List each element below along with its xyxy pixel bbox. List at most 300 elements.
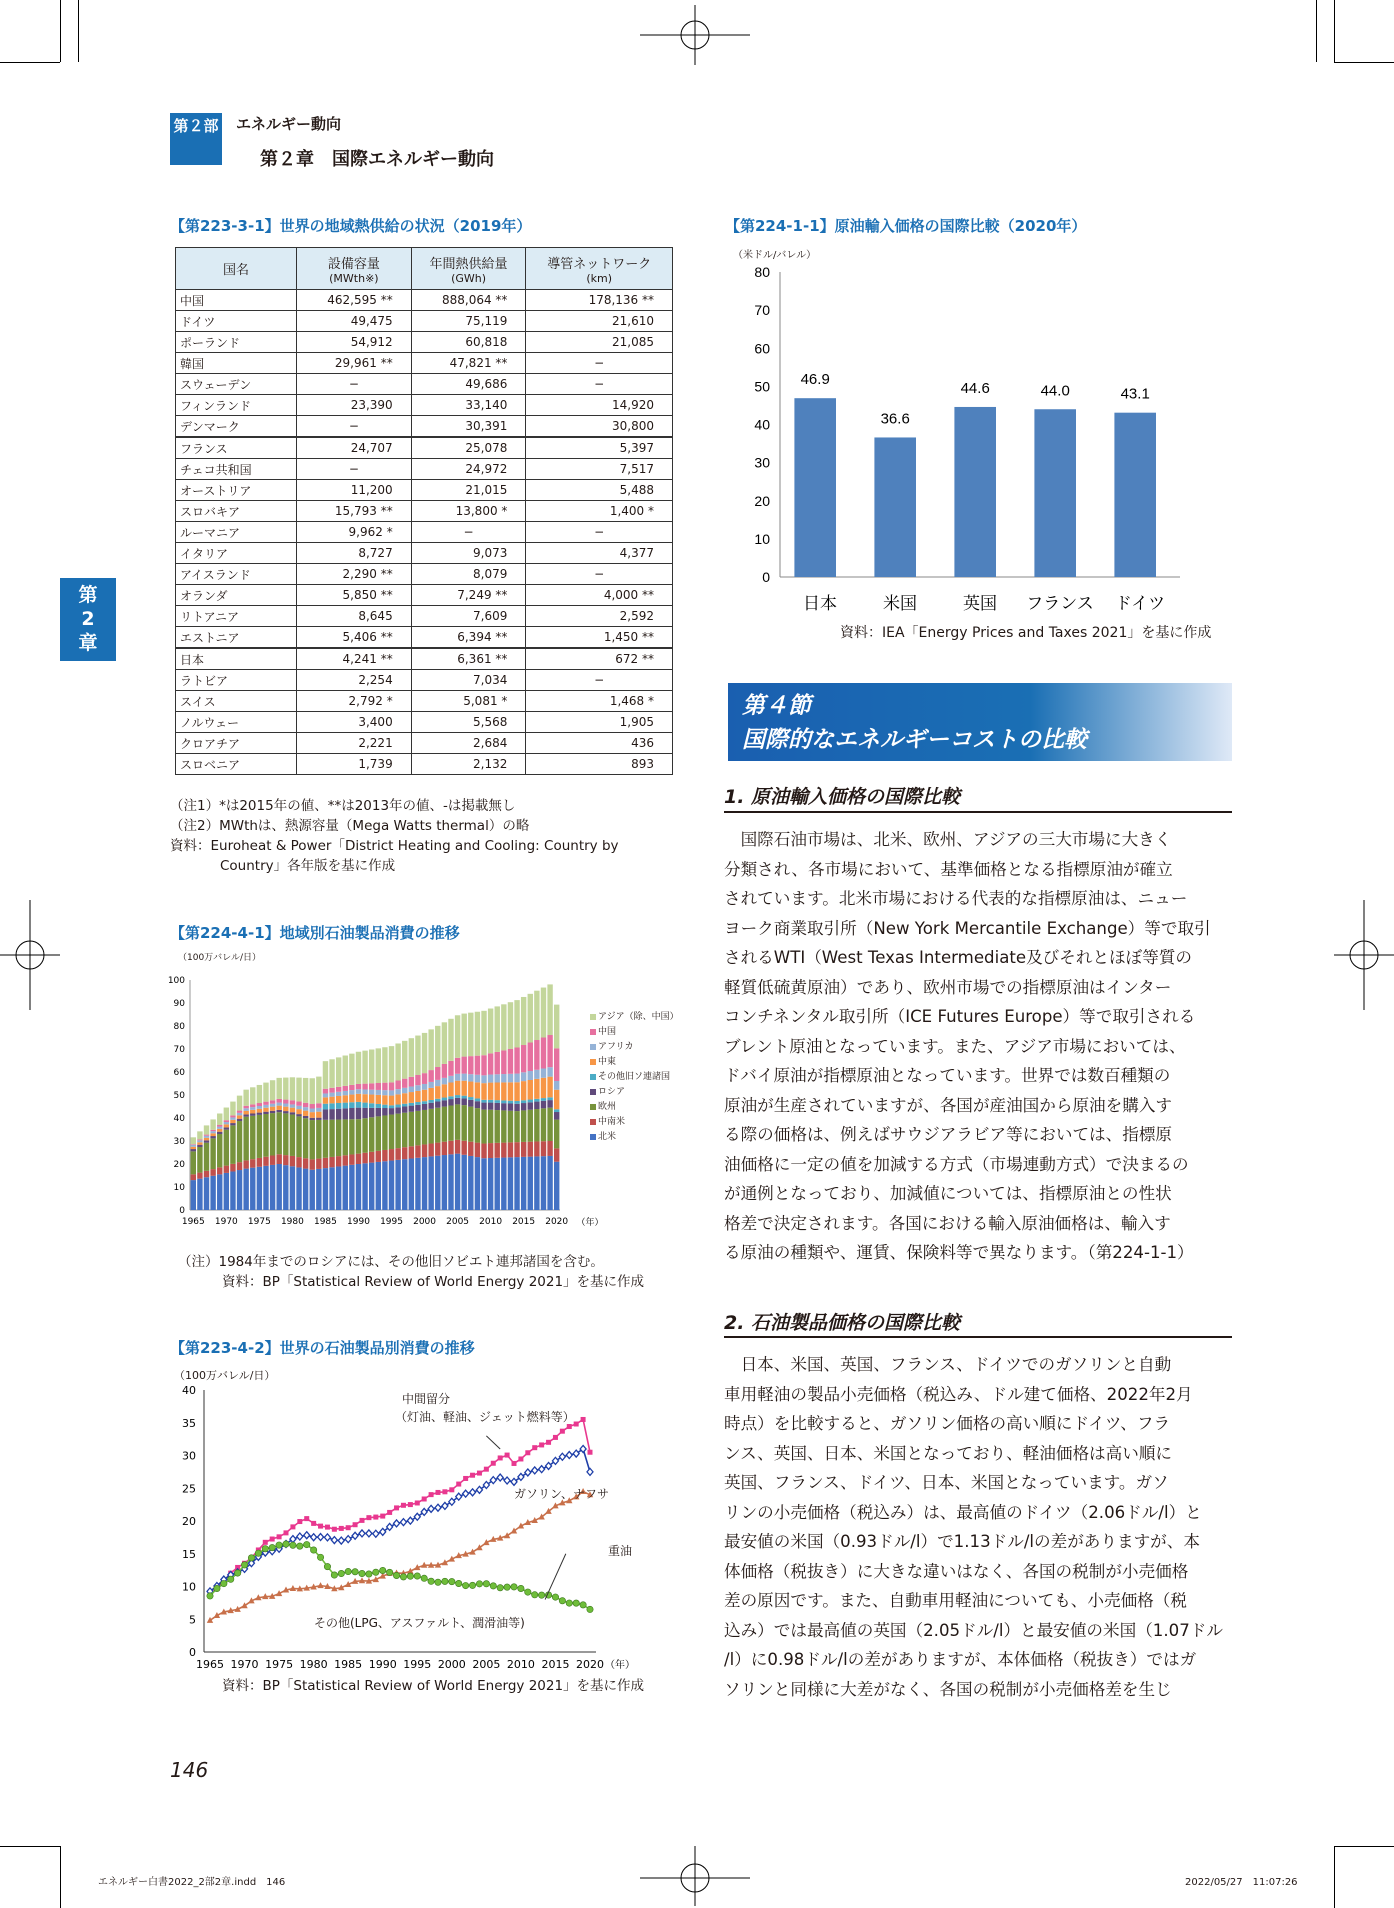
- text-line: 格差で決定されます。各国における輸入原油価格は、輸入す: [724, 1213, 1171, 1233]
- data-point: [360, 1518, 365, 1523]
- country-cell: アイスランド: [176, 564, 297, 585]
- stack-segment: [336, 1120, 341, 1157]
- stack-segment: [270, 1155, 275, 1164]
- value-cell: 6,361 **: [411, 648, 526, 670]
- y-tick-label: 60: [754, 340, 770, 357]
- stack-segment: [455, 1081, 460, 1095]
- crop-mark: [78, 0, 79, 62]
- stack-segment: [230, 1120, 235, 1123]
- stack-segment: [495, 1103, 500, 1110]
- stack-segment: [501, 1110, 506, 1142]
- stack-segment: [356, 1102, 361, 1108]
- stack-segment: [283, 1165, 288, 1210]
- y-tick-label: 10: [182, 1580, 196, 1594]
- stack-segment: [547, 1097, 552, 1100]
- x-tick-label: 1990: [368, 1658, 397, 1670]
- stack-segment: [316, 1077, 321, 1104]
- stack-segment: [428, 1088, 433, 1100]
- stack-segment: [521, 1072, 526, 1081]
- stack-segment: [369, 1083, 374, 1089]
- stack-segment: [514, 1082, 519, 1101]
- stack-segment: [197, 1140, 202, 1142]
- table-row: [176, 670, 673, 691]
- y-tick-label: 40: [754, 416, 770, 433]
- stack-segment: [263, 1114, 268, 1157]
- stack-segment: [422, 1090, 427, 1102]
- stack-segment: [349, 1095, 354, 1103]
- stack-segment: [415, 1075, 420, 1085]
- stack-segment: [495, 1100, 500, 1103]
- stack-segment: [323, 1097, 328, 1103]
- stack-segment: [323, 1168, 328, 1210]
- stack-segment: [224, 1124, 229, 1127]
- stack-segment: [468, 1074, 473, 1081]
- stack-segment: [389, 1161, 394, 1210]
- stack-segment: [382, 1161, 387, 1210]
- table-row: [176, 522, 673, 543]
- value-cell: 49,686: [411, 374, 526, 395]
- stack-segment: [270, 1080, 275, 1100]
- stack-segment: [495, 1143, 500, 1158]
- registration-mark: [640, 5, 750, 65]
- stack-segment: [547, 1108, 552, 1141]
- stack-segment: [296, 1157, 301, 1167]
- stack-segment: [554, 1148, 559, 1161]
- data-point: [269, 1544, 275, 1550]
- data-point: [497, 1474, 503, 1481]
- stack-segment: [547, 1035, 552, 1067]
- label-middle-distillate-sub: （灯油、軽油、ジェット燃料等）: [395, 1410, 575, 1424]
- stack-segment: [349, 1165, 354, 1210]
- data-point: [456, 1580, 462, 1586]
- stack-segment: [402, 1113, 407, 1148]
- legend-item: 中東: [590, 1055, 679, 1070]
- value-cell: 7,609: [411, 606, 526, 627]
- stack-segment: [230, 1171, 235, 1210]
- stack-segment: [428, 1100, 433, 1103]
- stack-segment: [343, 1108, 348, 1119]
- stack-segment: [343, 1056, 348, 1086]
- print-timestamp: 2022/05/27 11:07:26: [1185, 1877, 1298, 1888]
- legend-item: アフリカ: [590, 1040, 679, 1055]
- bar: [1114, 413, 1156, 577]
- table-row: [176, 395, 673, 416]
- value-cell: 24,707: [297, 437, 412, 459]
- stacked-chart-legend: [590, 1010, 679, 1145]
- stacked-chart-source: 資料：BP「Statistical Review of World Energy 2021」を基に作成: [222, 1274, 645, 1290]
- data-point: [359, 1570, 365, 1576]
- data-point: [353, 1522, 358, 1527]
- stack-segment: [448, 1061, 453, 1076]
- x-tick-label: 2015: [512, 1217, 536, 1227]
- legend-swatch: [590, 1089, 596, 1095]
- stack-segment: [521, 1103, 526, 1110]
- data-point: [559, 1453, 565, 1460]
- col-header-capacity: 設備容量 (MWth※): [297, 248, 412, 290]
- stack-segment: [316, 1103, 321, 1108]
- stack-segment: [290, 1100, 295, 1104]
- stack-segment: [442, 1064, 447, 1078]
- text-line: コンチネンタル取引所（ICE Futures Europe）等で取引される: [724, 1007, 1196, 1026]
- text-line: 分類され、各市場において、基準価格となる指標原油が確立: [724, 859, 1173, 879]
- data-point: [338, 1537, 344, 1544]
- data-point: [373, 1530, 379, 1537]
- stack-segment: [389, 1108, 394, 1114]
- value-cell: 4,241 **: [297, 648, 412, 670]
- stack-segment: [541, 1108, 546, 1141]
- data-point: [559, 1598, 565, 1604]
- stack-segment: [230, 1115, 235, 1117]
- data-point: [345, 1568, 351, 1574]
- stack-segment: [514, 1074, 519, 1083]
- stack-segment: [257, 1109, 262, 1113]
- data-point: [297, 1533, 303, 1540]
- value-cell: 893: [526, 754, 673, 775]
- stack-segment: [204, 1177, 209, 1210]
- data-point: [490, 1583, 496, 1589]
- stack-segment: [316, 1118, 321, 1120]
- data-point: [483, 1581, 489, 1587]
- data-point: [207, 1617, 213, 1623]
- value-cell: −: [526, 353, 673, 374]
- value-cell: 15,793 **: [297, 501, 412, 522]
- value-cell: 1,468 *: [526, 691, 673, 712]
- data-point: [449, 1578, 455, 1584]
- stack-segment: [455, 1154, 460, 1210]
- value-cell: 49,475: [297, 311, 412, 332]
- stack-segment: [257, 1113, 262, 1115]
- stack-segment: [376, 1104, 381, 1108]
- stack-segment: [329, 1120, 334, 1157]
- y-tick-label: 30: [754, 454, 770, 471]
- stack-segment: [428, 1109, 433, 1144]
- stack-segment: [329, 1103, 334, 1109]
- value-cell: 672 **: [526, 648, 673, 670]
- stack-segment: [534, 1070, 539, 1079]
- stack-segment: [461, 1057, 466, 1074]
- data-point: [311, 1521, 316, 1526]
- value-cell: 5,488: [526, 480, 673, 501]
- stack-segment: [362, 1103, 367, 1108]
- stack-segment: [276, 1164, 281, 1210]
- data-point: [394, 1505, 399, 1510]
- stack-segment: [230, 1164, 235, 1172]
- stack-segment: [257, 1158, 262, 1167]
- text-line: ヨーク商業取引所（New York Mercantile Exchange）等で取引: [724, 918, 1211, 938]
- stack-segment: [395, 1043, 400, 1080]
- country-cell: エストニア: [176, 627, 297, 649]
- value-cell: 24,972: [411, 459, 526, 480]
- x-tick-label: 1985: [334, 1658, 363, 1670]
- stack-segment: [356, 1089, 361, 1094]
- country-cell: スイス: [176, 691, 297, 712]
- stack-segment: [376, 1095, 381, 1104]
- stack-segment: [488, 1075, 493, 1083]
- stack-segment: [250, 1110, 255, 1114]
- country-cell: リトアニア: [176, 606, 297, 627]
- stack-segment: [257, 1115, 262, 1158]
- stack-segment: [349, 1102, 354, 1108]
- text-line: 油価格に一定の値を加減する方式（市場連動方式）で決まるの: [724, 1154, 1189, 1174]
- stack-segment: [329, 1059, 334, 1088]
- y-tick-label: 35: [182, 1416, 196, 1430]
- value-cell: −: [297, 459, 412, 480]
- stack-segment: [210, 1130, 215, 1131]
- stack-segment: [508, 1074, 513, 1083]
- value-cell: −: [526, 670, 673, 691]
- stack-segment: [237, 1119, 242, 1121]
- legend-item: アジア（除、中国）: [590, 1010, 679, 1025]
- crop-mark: [1334, 0, 1335, 62]
- stack-segment: [554, 1162, 559, 1210]
- data-point: [476, 1581, 482, 1587]
- stack-segment: [547, 1077, 552, 1098]
- stack-segment: [415, 1145, 420, 1157]
- table-row: [176, 437, 673, 459]
- stack-segment: [422, 1084, 427, 1090]
- text-line: る際の価格は、例えばサウジアラビア等においては、指標原: [724, 1125, 1173, 1144]
- stack-segment: [237, 1170, 242, 1210]
- stack-segment: [343, 1103, 348, 1109]
- stack-segment: [336, 1109, 341, 1120]
- stack-segment: [528, 1157, 533, 1210]
- stack-segment: [409, 1077, 414, 1087]
- table-row: [176, 627, 673, 649]
- stack-segment: [336, 1092, 341, 1096]
- data-point: [552, 1594, 558, 1600]
- stack-segment: [541, 1141, 546, 1156]
- stack-segment: [435, 1067, 440, 1080]
- stack-segment: [237, 1096, 242, 1111]
- y-tick-label: 15: [182, 1547, 196, 1561]
- stack-segment: [217, 1113, 222, 1125]
- stack-segment: [356, 1084, 361, 1089]
- crop-mark: [60, 1846, 61, 1908]
- stack-segment: [475, 1012, 480, 1056]
- stack-segment: [250, 1113, 255, 1115]
- value-cell: 33,140: [411, 395, 526, 416]
- stack-segment: [415, 1105, 420, 1111]
- y-tick-label: 70: [754, 302, 770, 319]
- data-point: [414, 1573, 420, 1579]
- stack-segment: [382, 1095, 387, 1104]
- stack-segment: [237, 1162, 242, 1170]
- x-tick-label: 1985: [313, 1217, 337, 1227]
- stack-segment: [395, 1114, 400, 1149]
- stack-segment: [554, 1005, 559, 1049]
- value-cell: 8,645: [297, 606, 412, 627]
- stack-segment: [210, 1119, 215, 1129]
- stack-segment: [409, 1158, 414, 1210]
- stacked-chart-note: （注）1984年までのロシアには、その他旧ソビエト連邦諸国を含む。: [178, 1254, 604, 1270]
- legend-swatch: [590, 1059, 596, 1065]
- data-point: [373, 1569, 379, 1575]
- data-point: [429, 1492, 434, 1497]
- x-tick-label: 2015: [541, 1658, 570, 1670]
- stack-segment: [376, 1108, 381, 1116]
- stack-segment: [376, 1116, 381, 1151]
- stack-segment: [508, 1142, 513, 1157]
- stack-segment: [276, 1099, 281, 1103]
- stack-segment: [197, 1173, 202, 1179]
- stack-segment: [316, 1112, 321, 1118]
- stack-segment: [461, 1098, 466, 1105]
- bar: [794, 398, 836, 577]
- data-point: [415, 1500, 420, 1505]
- data-point: [587, 1468, 593, 1475]
- stack-segment: [547, 1141, 552, 1156]
- stack-segment: [481, 1011, 486, 1055]
- data-point: [428, 1578, 434, 1584]
- text-line: /l）に0.98ドル/lの差がありますが、本体価格（税抜き）ではガ: [724, 1650, 1197, 1669]
- stack-segment: [554, 1048, 559, 1081]
- stack-segment: [303, 1118, 308, 1158]
- table-row: [176, 585, 673, 606]
- stack-segment: [243, 1160, 248, 1168]
- stack-segment: [508, 1103, 513, 1110]
- x-category-label: フランス: [1026, 594, 1094, 614]
- data-point: [442, 1489, 447, 1494]
- data-point: [525, 1469, 531, 1476]
- data-point: [435, 1579, 441, 1585]
- table-row: [176, 353, 673, 374]
- stack-segment: [508, 1049, 513, 1074]
- text-line: 込み）では最高値の英国（2.05ドル/l）と最安値の米国（1.07ドル: [724, 1620, 1223, 1640]
- data-point: [366, 1571, 372, 1577]
- data-point: [324, 1563, 330, 1569]
- stack-segment: [554, 1120, 559, 1149]
- stack-segment: [382, 1108, 387, 1115]
- table-row: [176, 374, 673, 395]
- stack-segment: [191, 1180, 196, 1210]
- stack-segment: [541, 1098, 546, 1101]
- stack-segment: [554, 1109, 559, 1112]
- value-cell: −: [297, 374, 412, 395]
- data-point: [290, 1542, 296, 1548]
- data-point: [407, 1573, 413, 1579]
- stack-segment: [310, 1109, 315, 1113]
- x-tick-label: 2010: [479, 1217, 503, 1227]
- stack-segment: [191, 1151, 196, 1174]
- data-point: [456, 1482, 461, 1487]
- country-cell: ラトビア: [176, 670, 297, 691]
- legend-item: 欧州: [590, 1100, 679, 1115]
- value-cell: 47,821 **: [411, 353, 526, 374]
- stack-segment: [343, 1119, 348, 1155]
- stack-segment: [263, 1108, 268, 1112]
- stack-segment: [310, 1170, 315, 1210]
- stack-segment: [303, 1116, 308, 1118]
- country-cell: 韓国: [176, 353, 297, 374]
- data-point: [504, 1532, 510, 1538]
- text-line: 差の原因です。また、自動車用軽油についても、小売価格（税: [724, 1591, 1187, 1610]
- value-cell: 436: [526, 733, 673, 754]
- text-line: 軽質低硫黄原油）であり、欧州市場での指標原油はインター: [724, 977, 1172, 997]
- stack-segment: [217, 1134, 222, 1167]
- stack-segment: [435, 1080, 440, 1086]
- data-point: [421, 1575, 427, 1581]
- stack-segment: [290, 1156, 295, 1166]
- data-point: [504, 1477, 510, 1484]
- stack-segment: [528, 1142, 533, 1157]
- stack-segment: [501, 1050, 506, 1074]
- stack-segment: [210, 1176, 215, 1210]
- text-line: る原油の種類や、運賃、保険料等で異なります。（第224-1-1）: [724, 1243, 1194, 1262]
- stack-segment: [402, 1159, 407, 1210]
- table-row: [176, 416, 673, 438]
- value-cell: −: [526, 374, 673, 395]
- stack-segment: [276, 1106, 281, 1110]
- stack-segment: [191, 1144, 196, 1145]
- value-cell: 25,078: [411, 437, 526, 459]
- data-point: [352, 1532, 358, 1539]
- stack-segment: [389, 1090, 394, 1095]
- value-cell: 5,397: [526, 437, 673, 459]
- value-cell: 2,221: [297, 733, 412, 754]
- value-cell: −: [297, 416, 412, 438]
- value-cell: 888,064 **: [411, 290, 526, 311]
- data-point: [546, 1440, 551, 1445]
- stack-segment: [296, 1102, 301, 1106]
- y-tick-label: 10: [173, 1183, 185, 1193]
- value-cell: 21,610: [526, 311, 673, 332]
- legend-swatch: [590, 1134, 596, 1140]
- stack-segment: [448, 1154, 453, 1210]
- stack-segment: [468, 1156, 473, 1210]
- value-cell: 75,119: [411, 311, 526, 332]
- table-row: [176, 543, 673, 564]
- stack-segment: [310, 1112, 315, 1118]
- stack-segment: [409, 1112, 414, 1147]
- stack-segment: [329, 1157, 334, 1167]
- stack-segment: [541, 988, 546, 1038]
- stack-segment: [488, 1143, 493, 1158]
- stack-segment: [362, 1108, 367, 1118]
- stack-segment: [329, 1093, 334, 1097]
- stack-segment: [316, 1159, 321, 1169]
- stack-segment: [230, 1117, 235, 1119]
- value-cell: −: [526, 522, 673, 543]
- stack-segment: [521, 1142, 526, 1157]
- stack-segment: [243, 1169, 248, 1210]
- stack-segment: [461, 1074, 466, 1081]
- stack-segment: [362, 1084, 367, 1090]
- data-point: [532, 1445, 537, 1450]
- value-cell: 4,377: [526, 543, 673, 564]
- value-cell: 1,739: [297, 754, 412, 775]
- chapter-side-tab: 第 2 章: [60, 578, 116, 661]
- stack-segment: [495, 1006, 500, 1051]
- stack-segment: [217, 1129, 222, 1132]
- data-point: [373, 1515, 378, 1520]
- stack-segment: [250, 1116, 255, 1159]
- country-cell: フィンランド: [176, 395, 297, 416]
- stack-segment: [290, 1077, 295, 1100]
- stack-segment: [296, 1109, 301, 1114]
- data-point: [234, 1570, 240, 1576]
- stack-segment: [283, 1155, 288, 1165]
- stack-segment: [250, 1104, 255, 1107]
- crop-mark: [1334, 1846, 1394, 1847]
- stack-segment: [283, 1107, 288, 1111]
- x-axis-unit: （年）: [605, 1660, 635, 1670]
- data-point: [436, 1490, 441, 1495]
- stack-segment: [448, 1083, 453, 1097]
- stack-segment: [435, 1156, 440, 1210]
- data-point: [331, 1572, 337, 1578]
- stack-segment: [534, 1040, 539, 1070]
- stack-segment: [303, 1111, 308, 1116]
